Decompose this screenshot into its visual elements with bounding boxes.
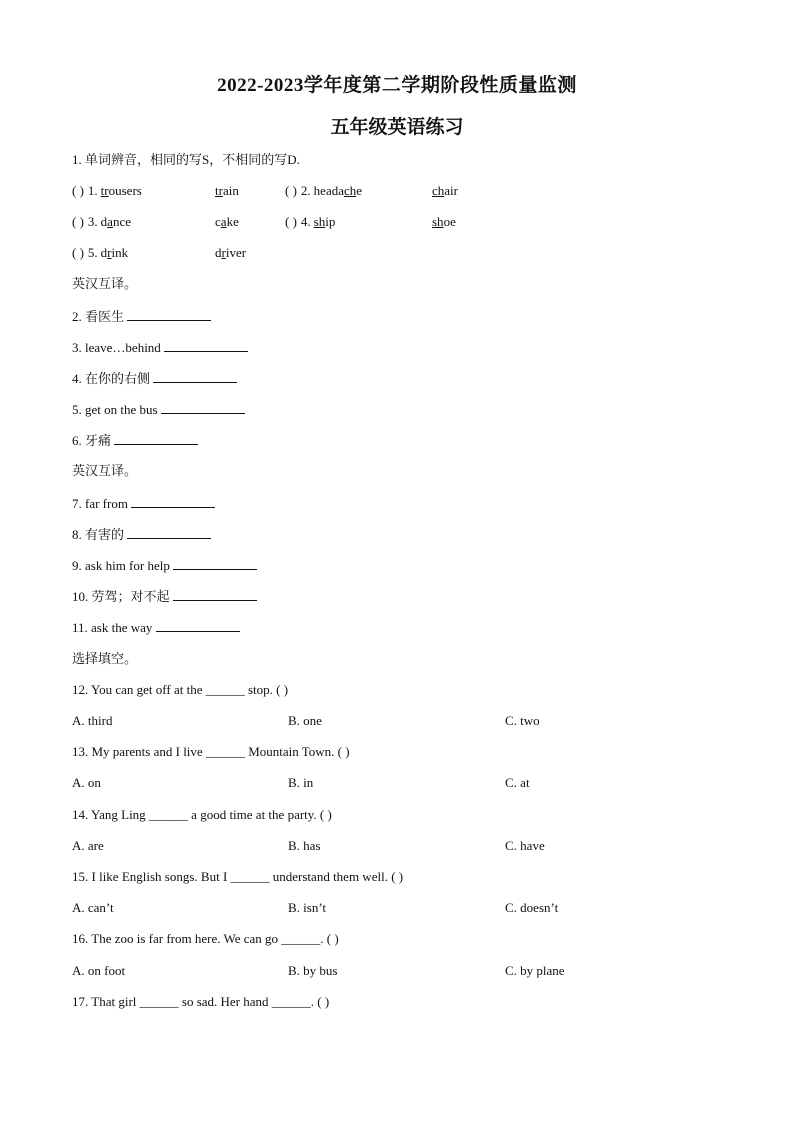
- option-a: A. on: [72, 775, 101, 790]
- item-number: 1.: [87, 183, 98, 198]
- translate-item: 11. ask the way: [72, 618, 240, 637]
- item-number: 3.: [87, 214, 98, 229]
- answer-paren[interactable]: ( ): [285, 214, 297, 229]
- section1-instruction: 1. 单词辨音，相同的写S，不相同的写D.: [72, 152, 300, 167]
- translate-item: 7. far from: [72, 494, 215, 513]
- word: drink: [100, 245, 129, 260]
- word: cake: [215, 214, 239, 229]
- option-c: C. at: [505, 775, 530, 790]
- section2-heading: 英汉互译。: [72, 276, 138, 291]
- answer-paren[interactable]: ( ): [72, 183, 84, 198]
- sound-item: [285, 182, 458, 200]
- translate-item: 6. 牙痛: [72, 431, 198, 450]
- sound-item: [285, 213, 456, 231]
- item-number: 2.: [300, 183, 311, 198]
- word: chair: [432, 183, 458, 198]
- question-stem: 16. The zoo is far from here. We can go ______. ( ): [72, 931, 339, 946]
- translate-item: 10. 劳驾；对不起: [72, 587, 257, 606]
- option-c: C. have: [505, 838, 545, 853]
- word: trousers: [100, 183, 142, 198]
- answer-paren[interactable]: ( ): [72, 245, 84, 260]
- sound-item: [72, 213, 239, 231]
- option-a: A. are: [72, 838, 104, 853]
- word: headache: [313, 183, 363, 198]
- option-b: B. has: [288, 838, 321, 853]
- option-c: C. doesn’t: [505, 900, 559, 915]
- option-b: B. one: [288, 713, 322, 728]
- question-stem: 13. My parents and I live ______ Mountain Town. ( ): [72, 744, 350, 759]
- question-stem: 17. That girl ______ so sad. Her hand ______. ( ): [72, 994, 330, 1009]
- option-a: A. third: [72, 713, 113, 728]
- option-a: A. can’t: [72, 900, 114, 915]
- word: dance: [100, 214, 131, 229]
- answer-paren[interactable]: ( ): [285, 183, 297, 198]
- question-stem: 12. You can get off at the ______ stop. ( ): [72, 682, 289, 697]
- translate-item: 3. leave…behind: [72, 338, 248, 357]
- item-number: 5.: [87, 245, 98, 260]
- sound-item: [72, 182, 239, 200]
- translate-item: 9. ask him for help: [72, 556, 257, 575]
- translate-item: 5. get on the bus: [72, 400, 245, 419]
- option-b: B. in: [288, 775, 314, 790]
- question-stem: 15. I like English songs. But I ______ understand them well. ( ): [72, 869, 404, 884]
- question-stem: 14. Yang Ling ______ a good time at the party. ( ): [72, 807, 332, 822]
- word: driver: [215, 245, 247, 260]
- translate-item: 4. 在你的右侧: [72, 369, 237, 388]
- translate-item: 8. 有害的: [72, 525, 211, 544]
- answer-paren[interactable]: ( ): [72, 214, 84, 229]
- option-b: B. by bus: [288, 963, 338, 978]
- word: ship: [313, 214, 336, 229]
- section3-heading: 英汉互译。: [72, 463, 138, 478]
- translate-item: 2. 看医生: [72, 307, 211, 326]
- page-title: 2022-2023学年度第二学期阶段性质量监测: [217, 75, 577, 96]
- section4-heading: 选择填空。: [72, 651, 138, 666]
- option-c: C. by plane: [505, 963, 565, 978]
- item-number: 4.: [300, 214, 311, 229]
- option-c: C. two: [505, 713, 540, 728]
- word: shoe: [432, 214, 456, 229]
- sound-item: [72, 244, 247, 262]
- option-b: B. isn’t: [288, 900, 327, 915]
- word: train: [215, 183, 239, 198]
- page-subtitle: 五年级英语练习: [330, 117, 464, 138]
- option-a: A. on foot: [72, 963, 126, 978]
